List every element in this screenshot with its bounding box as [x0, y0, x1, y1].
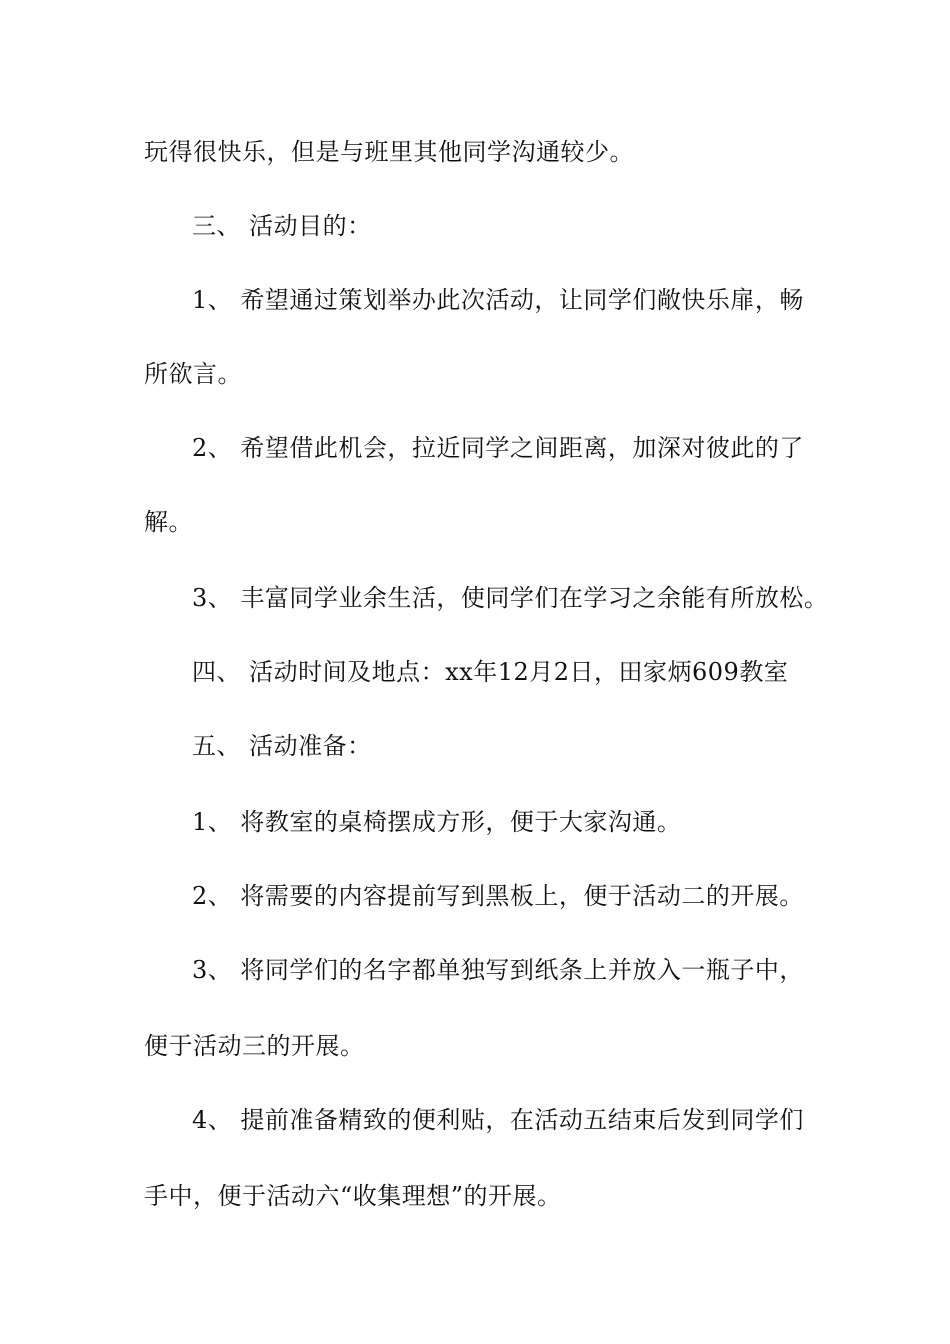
text-line-prep-3: 3、 将同学们的名字都单独写到纸条上并放入一瓶子中，	[192, 956, 804, 984]
text-line-prep-1: 1、 将教室的桌椅摆成方形，便于大家沟通。	[192, 808, 682, 836]
text-line-goal-2: 2、 希望借此机会，拉近同学之间距离，加深对彼此的了	[192, 434, 804, 462]
text-line-1: 玩得很快乐，但是与班里其他同学沟通较少。	[144, 138, 634, 166]
text-line-goal-2-cont: 解。	[144, 508, 193, 536]
text-line-goal-1: 1、 希望通过策划举办此次活动，让同学们敞快乐扉，畅	[192, 286, 804, 314]
text-line-goal-3: 3、 丰富同学业余生活，使同学们在学习之余能有所放松。	[192, 584, 829, 612]
text-line-prep-3-cont: 便于活动三的开展。	[144, 1032, 365, 1060]
section-heading-4: 四、 活动时间及地点：xx年12月2日，田家炳609教室	[192, 658, 789, 686]
section-heading-3: 三、 活动目的：	[192, 212, 372, 240]
text-line-prep-4: 4、 提前准备精致的便利贴，在活动五结束后发到同学们	[192, 1106, 804, 1134]
text-line-goal-1-cont: 所欲言。	[144, 360, 242, 388]
section-heading-5: 五、 活动准备：	[192, 732, 372, 760]
text-line-prep-4-cont: 手中，便于活动六“收集理想”的开展。	[144, 1182, 562, 1210]
text-line-prep-2: 2、 将需要的内容提前写到黑板上，便于活动二的开展。	[192, 882, 804, 910]
